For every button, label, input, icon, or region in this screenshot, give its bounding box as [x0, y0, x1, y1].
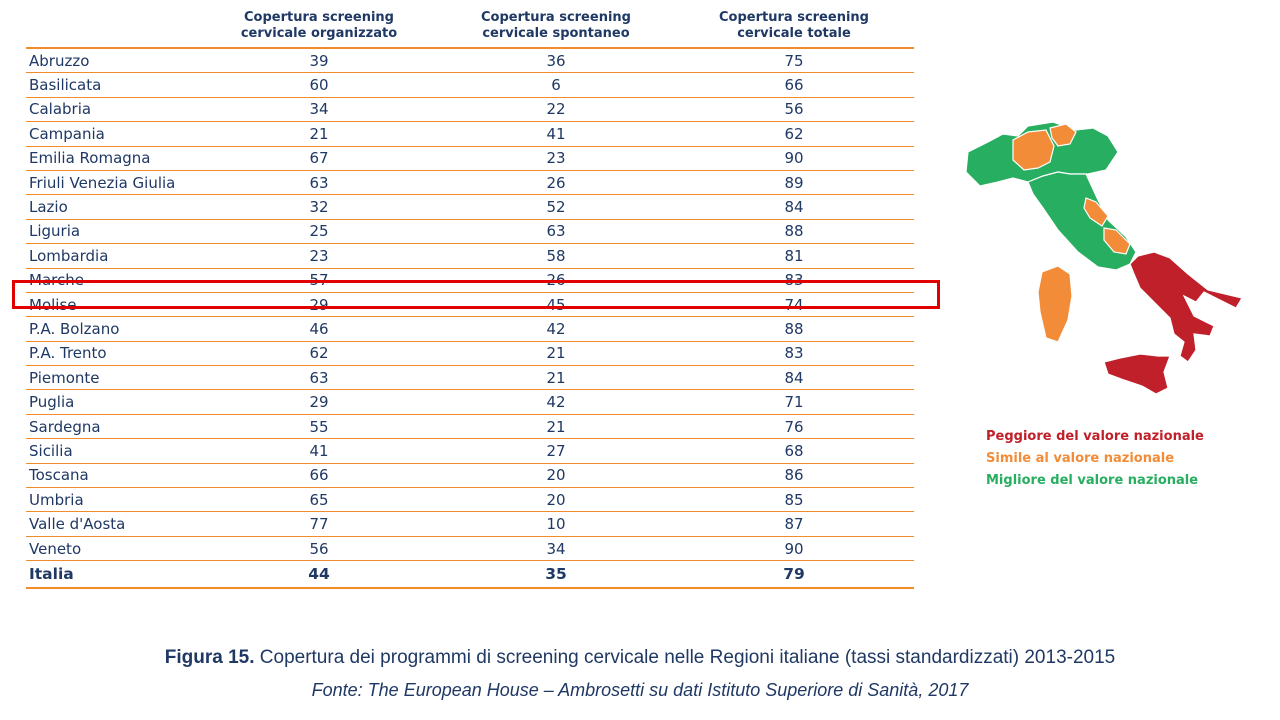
cell-totale: 81 [674, 244, 914, 268]
table-row [26, 366, 914, 390]
coverage-table [26, 10, 914, 589]
cell-totale: 88 [674, 219, 914, 243]
cell-region: Toscana [26, 463, 200, 487]
table-header-row [26, 10, 914, 48]
table-row [26, 170, 914, 194]
cell-region: Piemonte [26, 366, 200, 390]
cell-spontaneo: 20 [438, 488, 674, 512]
map-sardinia-orange [1038, 266, 1072, 342]
cell-spontaneo: 45 [438, 292, 674, 316]
cell-totale: 75 [674, 48, 914, 73]
cell-organizzato: 57 [200, 268, 438, 292]
cell-organizzato: 29 [200, 390, 438, 414]
cell-region: Liguria [26, 219, 200, 243]
cell-totale: 66 [674, 73, 914, 97]
cell-totale: 68 [674, 439, 914, 463]
cell-totale: 88 [674, 317, 914, 341]
cell-spontaneo: 22 [438, 97, 674, 121]
coverage-table-container [26, 10, 914, 589]
cell-totale: 74 [674, 292, 914, 316]
cell-region: Sardegna [26, 414, 200, 438]
cell-organizzato: 63 [200, 170, 438, 194]
cell-organizzato: 46 [200, 317, 438, 341]
cell-spontaneo: 42 [438, 390, 674, 414]
cell-region: Puglia [26, 390, 200, 414]
legend-better: Migliore del valore nazionale [986, 473, 1199, 488]
table-row [26, 219, 914, 243]
header-organizzato: Copertura screening cervicale organizzato [200, 10, 438, 48]
figure-caption [0, 647, 1280, 669]
cell-region: Veneto [26, 536, 200, 560]
table-row [26, 512, 914, 536]
table-row [26, 463, 914, 487]
cell-organizzato: 55 [200, 414, 438, 438]
figure-caption-text: Copertura dei programmi di screening cervicale nelle Regioni italiane (tassi standardizzati) 2013-2015 [254, 647, 1116, 668]
cell-region: Sicilia [26, 439, 200, 463]
cell-totale: 84 [674, 366, 914, 390]
cell-spontaneo: 26 [438, 268, 674, 292]
table-row [26, 244, 914, 268]
cell-region: Friuli Venezia Giulia [26, 170, 200, 194]
cell-totale: 90 [674, 536, 914, 560]
table-row [26, 97, 914, 121]
cell-spontaneo: 21 [438, 414, 674, 438]
cell-organizzato: 29 [200, 292, 438, 316]
cell-totale: 83 [674, 341, 914, 365]
cell-spontaneo: 42 [438, 317, 674, 341]
cell-organizzato: 21 [200, 122, 438, 146]
cell-totale: 71 [674, 390, 914, 414]
table-row [26, 341, 914, 365]
cell-totale: 62 [674, 122, 914, 146]
cell-region: Basilicata [26, 73, 200, 97]
cell-region: P.A. Bolzano [26, 317, 200, 341]
cell-spontaneo: 21 [438, 366, 674, 390]
cell-spontaneo: 41 [438, 122, 674, 146]
cell-totale: 79 [674, 561, 914, 589]
cell-region: Marche [26, 268, 200, 292]
table-row [26, 414, 914, 438]
cell-organizzato: 65 [200, 488, 438, 512]
table-body [26, 48, 914, 588]
cell-region: P.A. Trento [26, 341, 200, 365]
table-row [26, 292, 914, 316]
cell-spontaneo: 63 [438, 219, 674, 243]
table-row [26, 439, 914, 463]
cell-region: Emilia Romagna [26, 146, 200, 170]
cell-region: Calabria [26, 97, 200, 121]
table-row [26, 122, 914, 146]
cell-organizzato: 25 [200, 219, 438, 243]
cell-totale: 85 [674, 488, 914, 512]
table-total-row [26, 561, 914, 589]
italy-regions-map-icon [958, 112, 1250, 402]
cell-organizzato: 56 [200, 536, 438, 560]
cell-spontaneo: 23 [438, 146, 674, 170]
cell-region: Molise [26, 292, 200, 316]
cell-organizzato: 41 [200, 439, 438, 463]
cell-totale: 76 [674, 414, 914, 438]
cell-organizzato: 32 [200, 195, 438, 219]
table-row [26, 317, 914, 341]
header-spontaneo: Copertura screening cervicale spontaneo [438, 10, 674, 48]
cell-totale: 89 [674, 170, 914, 194]
figure-label: Figura 15. [164, 647, 255, 668]
map-legend [986, 426, 1204, 492]
cell-spontaneo: 27 [438, 439, 674, 463]
cell-totale: 90 [674, 146, 914, 170]
table-row [26, 195, 914, 219]
cell-organizzato: 77 [200, 512, 438, 536]
cell-spontaneo: 21 [438, 341, 674, 365]
table-row [26, 73, 914, 97]
table-row [26, 48, 914, 73]
cell-spontaneo: 6 [438, 73, 674, 97]
header-totale: Copertura screening cervicale totale [674, 10, 914, 48]
cell-spontaneo: 26 [438, 170, 674, 194]
map-south-red [1130, 252, 1242, 362]
cell-spontaneo: 52 [438, 195, 674, 219]
cell-region: Umbria [26, 488, 200, 512]
cell-region: Campania [26, 122, 200, 146]
cell-organizzato: 39 [200, 48, 438, 73]
cell-spontaneo: 36 [438, 48, 674, 73]
cell-organizzato: 60 [200, 73, 438, 97]
table-row [26, 390, 914, 414]
map-sicily-red [1104, 354, 1170, 394]
cell-totale: 87 [674, 512, 914, 536]
cell-spontaneo: 10 [438, 512, 674, 536]
table-row [26, 268, 914, 292]
header-region [26, 10, 200, 48]
cell-organizzato: 34 [200, 97, 438, 121]
cell-organizzato: 63 [200, 366, 438, 390]
cell-totale: 83 [674, 268, 914, 292]
map-central-green [1028, 172, 1136, 270]
cell-organizzato: 67 [200, 146, 438, 170]
table-row [26, 146, 914, 170]
cell-spontaneo: 34 [438, 536, 674, 560]
cell-spontaneo: 35 [438, 561, 674, 589]
legend-worse: Peggiore del valore nazionale [986, 429, 1204, 444]
figure-source: Fonte: The European House – Ambrosetti su dati Istituto Superiore di Sanità, 2017 [311, 680, 969, 700]
cell-spontaneo: 20 [438, 463, 674, 487]
cell-organizzato: 44 [200, 561, 438, 589]
cell-totale: 84 [674, 195, 914, 219]
cell-organizzato: 23 [200, 244, 438, 268]
cell-region: Italia [26, 561, 200, 589]
cell-region: Lazio [26, 195, 200, 219]
cell-totale: 86 [674, 463, 914, 487]
cell-organizzato: 66 [200, 463, 438, 487]
cell-organizzato: 62 [200, 341, 438, 365]
cell-region: Lombardia [26, 244, 200, 268]
table-row [26, 488, 914, 512]
cell-region: Abruzzo [26, 48, 200, 73]
cell-spontaneo: 58 [438, 244, 674, 268]
table-row [26, 536, 914, 560]
legend-similar: Simile al valore nazionale [986, 451, 1175, 466]
cell-region: Valle d'Aosta [26, 512, 200, 536]
cell-totale: 56 [674, 97, 914, 121]
